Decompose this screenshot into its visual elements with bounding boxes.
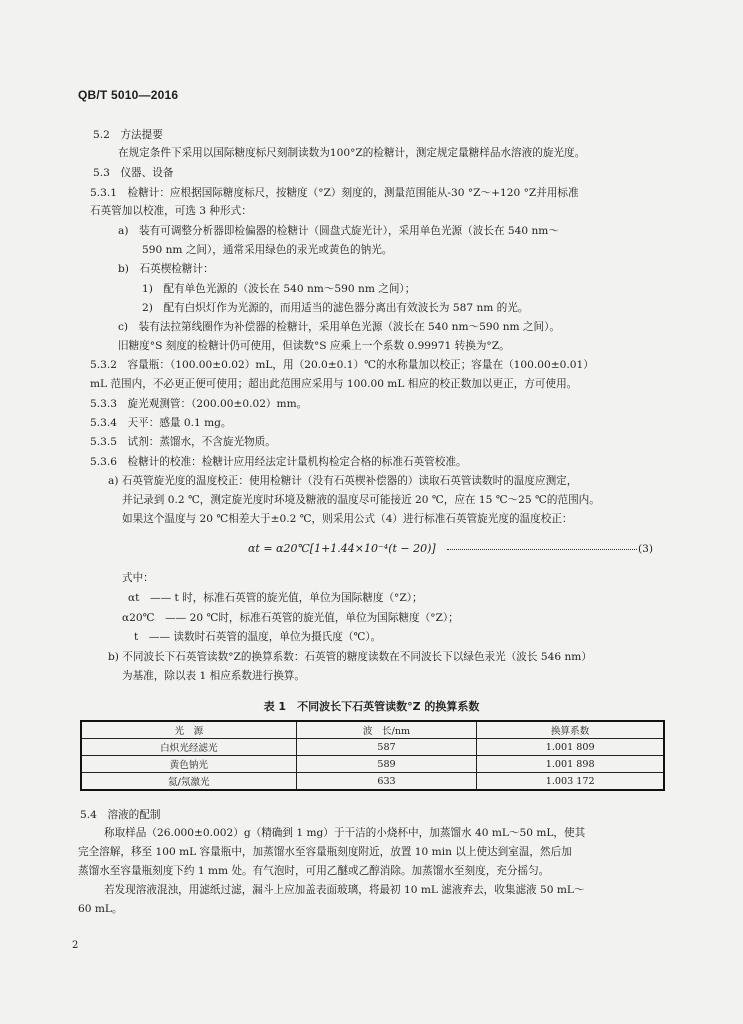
where-alpha-t: αt —— t 时，标准石英管的旋光值，单位为国际糖度（°Z）； (128, 592, 423, 604)
where-t: t —— 读数时石英管的温度，单位为摄氏度（℃）。 (134, 631, 382, 643)
table-header-cell: 光 源 (81, 721, 296, 739)
table-row (81, 739, 664, 756)
table-header-row (81, 721, 664, 739)
calibration-b-line2: 为基准，除以表 1 相应系数进行换算。 (122, 670, 305, 682)
table-cell: 1.001 898 (477, 756, 664, 773)
section-5-3-2-line2: mL 范围内，不必更正便可使用；超出此范围应采用与 100.00 mL 相应的校正数加以更正，方可使用。 (90, 378, 578, 390)
formula-number: (3) (638, 543, 654, 555)
item-b-sub1: 1) 配有单色光源的（波长在 540 nm～590 nm 之间）； (142, 283, 416, 295)
item-c-line1: c) 装有法拉第线圈作为补偿器的检糖计，采用单色光源（波长在 540 nm～590 nm 之间）。 (118, 321, 561, 333)
section-5-3-heading: 5.3 仪器、设备 (93, 167, 174, 179)
section-5-3-6: 5.3.6 检糖计的校准：检糖计应用经法定计量机构检定合格的标准石英管校准。 (90, 456, 467, 468)
solution-prep-line5: 60 mL。 (78, 903, 123, 915)
formula-leader-dots (447, 549, 637, 550)
table-header-cell: 换算系数 (477, 721, 664, 739)
temperature-correction-formula: αt = α20℃[1+1.44×10⁻⁴(t − 20)] (248, 542, 436, 555)
section-5-2-heading: 5.2 方法提要 (93, 129, 163, 141)
item-a-line1: a) 装有可调整分析器即检偏器的检糖计（圆盘式旋光计），采用单色光源（波长在 540 nm～ (118, 225, 559, 237)
table-cell: 1.001 809 (477, 739, 664, 756)
calibration-a-line3: 如果这个温度与 20 ℃相差大于±0.2 ℃，则采用公式（4）进行标准石英管旋光度的温度校正： (122, 513, 573, 525)
old-scale-note: 旧糖度°S 刻度的检糖计仍可使用，但读数°S 应乘上一个系数 0.99971 转换为°Z。 (118, 340, 510, 352)
calibration-b-line1: b) 不同波长下石英管读数°Z的换算系数：石英管的糖度读数在不同波长下以绿色汞光（波长 546 nm） (108, 651, 592, 663)
solution-prep-line4: 若发现溶液混浊，用滤纸过滤，漏斗上应加盖表面玻璃，将最初 10 mL 滤液弃去，收集滤液 50 mL～ (104, 884, 585, 896)
section-5-3-3: 5.3.3 旋光观测管：（200.00±0.02）mm。 (90, 398, 308, 410)
calibration-a-line1: a) 石英管旋光度的温度校正：使用检糖计（没有石英楔补偿器的）读取石英管读数时的温度应测定， (108, 475, 578, 487)
standard-code-header: QB/T 5010—2016 (78, 88, 179, 102)
section-5-4-heading: 5.4 溶液的配制 (80, 809, 161, 821)
table-1-caption: 表 1 不同波长下石英管读数°Z 的换算系数 (263, 700, 480, 713)
table-cell: 633 (296, 773, 477, 791)
solution-prep-line1: 称取样品（26.000±0.002）g（精确到 1 mg）于干洁的小烧杯中，加蒸馏水 40 mL～50 mL，使其 (104, 827, 586, 839)
table-cell: 589 (296, 756, 477, 773)
section-5-3-1-line2: 石英管加以校准，可选 3 种形式： (90, 205, 252, 217)
where-alpha-20: α20℃ —— 20 ℃时，标准石英管的旋光值，单位为国际糖度（°Z）； (122, 612, 459, 624)
table-cell: 黄色钠光 (81, 756, 296, 773)
table-cell: 白炽光经滤光 (81, 739, 296, 756)
item-a-line2: 590 nm 之间），通常采用绿色的汞光或黄色的钠光。 (142, 244, 393, 256)
where-label: 式中： (122, 572, 154, 584)
section-5-3-2-line1: 5.3.2 容量瓶：（100.00±0.02）mL，用（20.0±0.1）℃的水称量加以校正；容量在（100.00±0.01） (90, 359, 594, 371)
table-cell: 1.003 172 (477, 773, 664, 791)
calibration-a-line2: 并记录到 0.2 ℃，测定旋光度时环境及糖液的温度尽可能接近 20 ℃，应在 15 ℃～25 ℃的范围内。 (122, 494, 600, 506)
section-5-2-text: 在规定条件下采用以国际糖度标尺刻制读数为100°Z的检糖计，测定规定量糖样品水溶液的旋光度。 (118, 147, 586, 159)
solution-prep-line3: 蒸馏水至容量瓶刻度下约 1 mm 处。有气泡时，可用乙醚或乙醇消除。加蒸馏水至刻度，充分摇匀。 (78, 865, 550, 877)
section-5-3-4: 5.3.4 天平：感量 0.1 mg。 (90, 417, 232, 429)
table-row (81, 756, 664, 773)
table-header-cell: 波 长/nm (296, 721, 477, 739)
item-b-line1: b) 石英楔检糖计： (118, 263, 214, 275)
section-5-3-5: 5.3.5 试剂：蒸馏水，不含旋光物质。 (90, 436, 276, 448)
table-cell: 587 (296, 739, 477, 756)
solution-prep-line2: 完全溶解，移至 100 mL 容量瓶中，加蒸馏水至容量瓶刻度附近，放置 10 min 以上使达到室温，然后加 (78, 846, 572, 858)
table-cell: 氦/氖激光 (81, 773, 296, 791)
item-b-sub2: 2) 配有白炽灯作为光源的，而用适当的滤色器分离出有效波长为 587 nm 的光。 (142, 302, 529, 314)
section-5-3-1-line1: 5.3.1 检糖计：应根据国际糖度标尺，按糖度（°Z）刻度的，测量范围能从-30 °Z～+120 °Z并用标准 (90, 187, 579, 199)
table-row (81, 773, 664, 791)
page-number: 2 (72, 940, 79, 951)
conversion-factor-table (80, 720, 665, 791)
